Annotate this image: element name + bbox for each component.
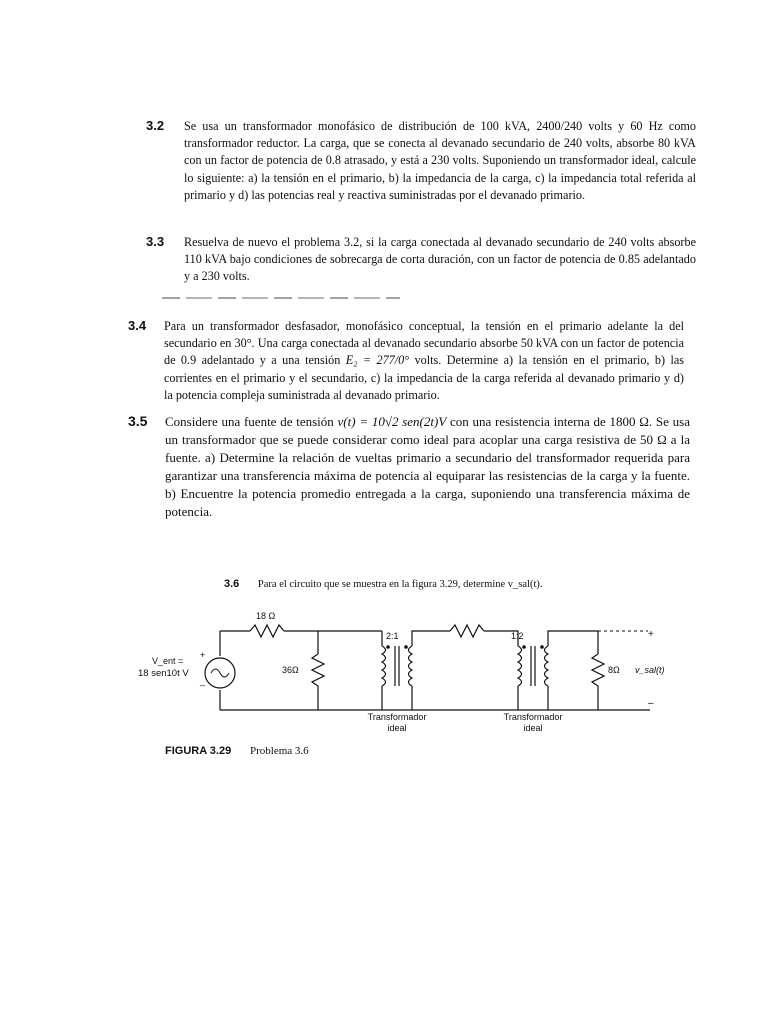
- transformer-2-label: Transformador: [503, 712, 563, 722]
- output-minus: –: [648, 698, 654, 709]
- middle-resistor: [450, 625, 484, 637]
- problem-text-before: Para un transformador desfasador, monofásico conceptual, la tensión en el primario adelante la del secundario en 30°. Una carga conectada al devanado secundario absorbe 50 kVA con un factor de potencia de 0.9 adelantado y a una tensión: [164, 319, 684, 368]
- problem-3-3: [146, 234, 696, 286]
- transformer-2-secondary-coil: [545, 646, 549, 686]
- problem-text-before: Considere una fuente de tensión: [165, 414, 338, 429]
- problem-3-6: [224, 578, 542, 590]
- problem-number: 3.5: [128, 413, 148, 429]
- output-voltage-label: v_sal(t): [635, 665, 665, 675]
- problem-text: [165, 413, 690, 521]
- problem-text: Se usa un transformador monofásico de distribución de 100 kVA, 2400/240 volts y 60 Hz como transformador reductor. La carga, que se conecta al devanado secundario de 240 volts, absorbe 80 kVA con un factor de potencia de 0.8 atrasado, y está a 230 volts. Suponiendo un transformador ideal, calcule lo siguiente: a) la tensión en el primario, b) la impedancia de la carga, c) la impedancia total referida al primario y d) las potencias real y reactiva suministradas por el devanado primario.: [184, 119, 696, 202]
- polarity-dot: [386, 645, 390, 649]
- source-label: V_ent =: [152, 656, 184, 666]
- inline-formula: E₂ = 277/0°: [345, 353, 410, 368]
- figure-label: FIGURA 3.29: [165, 745, 232, 757]
- problem-text-after: volts. Determine a) la tensión en el primario, b) las corrientes en el primario y el secundario, c) la impedancia de la carga referida al devanado primario y d) la potencia compleja suministrada al devanado primario.: [164, 353, 685, 402]
- transformer-1-ratio: 2:1: [386, 631, 399, 641]
- problem-number: 3.6: [224, 578, 240, 590]
- figure-caption: [165, 745, 309, 757]
- series-resistor: [250, 625, 284, 637]
- problem-number: 3.2: [146, 118, 165, 133]
- problem-number: 3.3: [146, 234, 165, 249]
- load-resistor: [592, 654, 604, 686]
- transformer-1-primary-coil: [382, 646, 386, 686]
- figure-caption-text: Problema 3.6: [249, 745, 309, 757]
- transformer-1-secondary-coil: [409, 646, 413, 686]
- inline-formula: v(t) = 10√2 sen(2t)V: [337, 414, 447, 429]
- wire: [548, 631, 598, 646]
- circuit-diagram: [130, 606, 670, 742]
- problem-3-2: [146, 118, 696, 204]
- problem-text: [164, 318, 684, 404]
- polarity-dot: [540, 645, 544, 649]
- load-resistor-label: 8Ω: [608, 665, 620, 675]
- source-minus: _: [200, 676, 206, 686]
- series-resistor-label: 18 Ω: [256, 611, 276, 621]
- shunt-resistor-label: 36Ω: [282, 665, 299, 675]
- transformer-2-primary-coil: [518, 646, 522, 686]
- polarity-dot: [522, 645, 526, 649]
- scan-artifact-line: [162, 297, 400, 299]
- problem-text: Resuelva de nuevo el problema 3.2, si la carga conectada al devanado secundario de 240 volts absorbe 110 kVA bajo condiciones de sobrecarga de corta duración, con un factor de potencia de 0.85 adelantado y a 230 volts.: [184, 235, 696, 284]
- problem-number: 3.4: [128, 318, 147, 333]
- source-label: 18 sen10t V: [138, 668, 189, 679]
- transformer-2-ratio: 1:2: [511, 631, 524, 641]
- transformer-2-label: ideal: [523, 723, 543, 733]
- problem-3-5: [128, 413, 690, 521]
- problem-text-after: con una resistencia interna de 1800 Ω. Se usa un transformador que se puede considerar como ideal para acoplar una carga resistiva de 50 Ω a la fuente. a) Determine la relación de vueltas primario a secundario del transformador requerida para garantizar una transferencia máxima de potencia al equiparar las resistencias de la carga y la fuente. b) Encuentre la potencia promedio entregada a la carga, suponiendo una transferencia máxima de potencia.: [165, 414, 690, 519]
- problem-text: Para el circuito que se muestra en la figura 3.29, determine v_sal(t).: [257, 579, 543, 590]
- source-plus: +: [200, 650, 206, 660]
- problem-3-4: [128, 318, 684, 404]
- wire: [412, 631, 450, 646]
- transformer-1-label: Transformador: [367, 712, 427, 722]
- output-plus: +: [648, 629, 654, 640]
- polarity-dot: [404, 645, 408, 649]
- transformer-1-label: ideal: [387, 723, 407, 733]
- shunt-resistor: [312, 654, 324, 686]
